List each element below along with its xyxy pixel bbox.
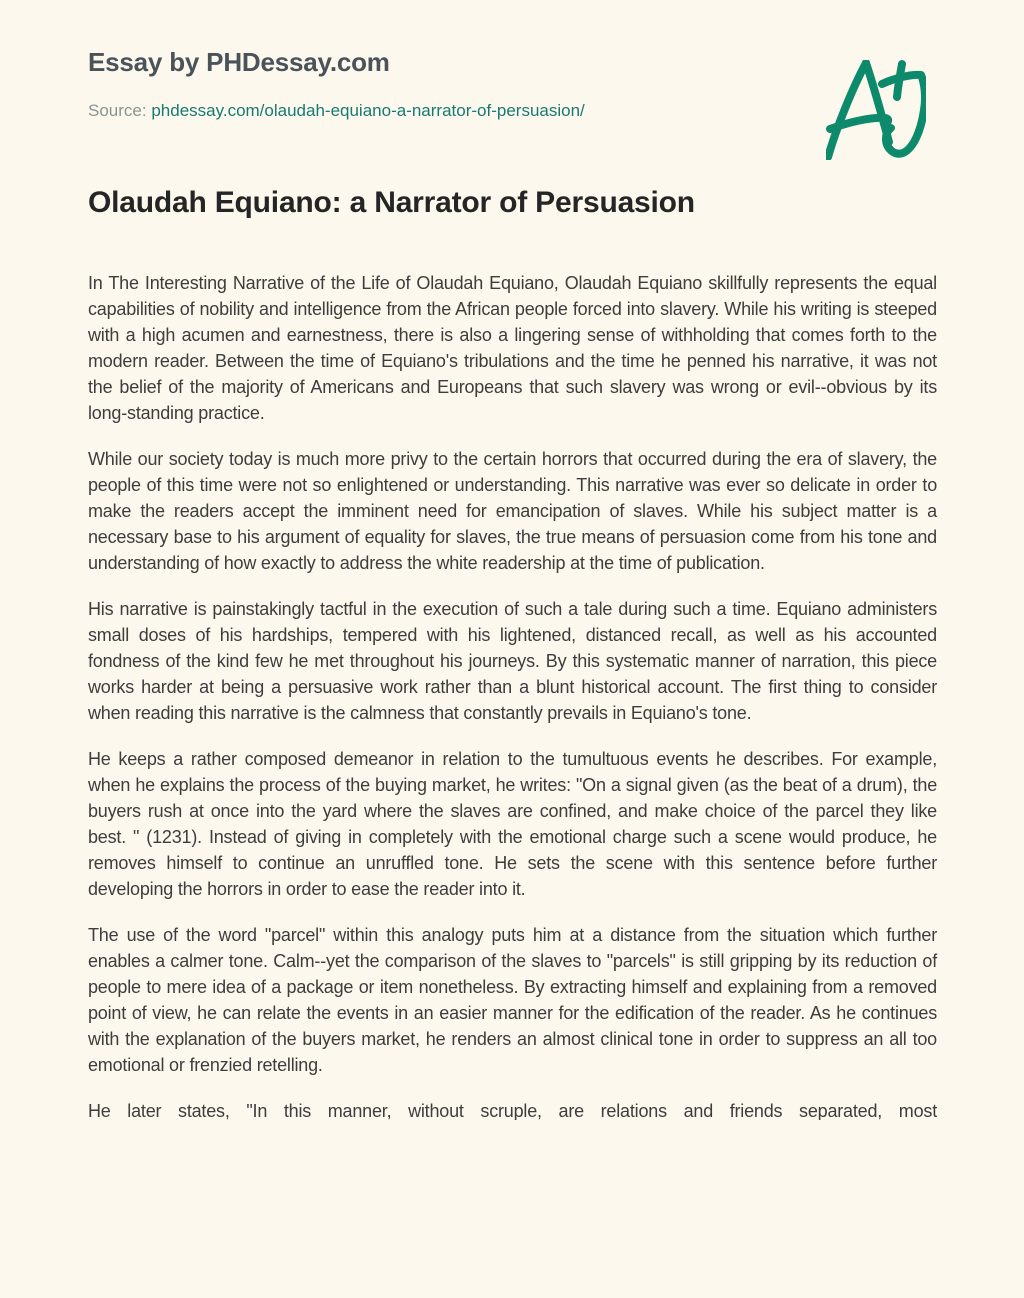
source-line [88,99,585,123]
essay-body [88,270,937,1120]
essay-paragraph-3: His narrative is painstakingly tactful in the execution of such a tale during such a time. Equiano administers small doses of his hardships, tempered with his lightened, distanced recall, as well as his accounted fondness of the kind few he met throughout his journeys. By this systematic manner of narration, this piece works harder at being a persuasive work rather than a blunt historical account. The first thing to consider when reading this narrative is the calmness that constantly prevails in Equiano's tone. [88,599,937,723]
essay-title: Olaudah Equiano: a Narrator of Persuasion [88,186,695,219]
essay-paragraph-5: The use of the word "parcel" within this analogy puts him at a distance from the situation which further enables a calmer tone. Calm--yet the comparison of the slaves to "parcels" is still gripping by its reduction of people to mere idea of a package or item nonetheless. By extracting himself and explaining from a removed point of view, he can relate the events in an easier manner for the edification of the reader. As he continues with the explanation of the buyers market, he renders an almost clinical tone in order to suppress an all too emotional or frenzied retelling. [88,925,937,1075]
essay-paragraph-6-partial: He later states, "In this manner, without scruple, are relations and friends separated, most [88,1101,937,1120]
essay-paragraph-2: While our society today is much more privy to the certain horrors that occurred during the era of slavery, the people of this time were not so enlightened or understanding. This narrative was ever so delicate in order to make the readers accept the imminent need for emancipation of slaves. While his subject matter is a necessary base to his argument of equality for slaves, the true means of persuasion come from his tone and understanding of how exactly to address the white readership at the time of publication. [88,449,937,573]
essay-paragraph-4: He keeps a rather composed demeanor in relation to the tumultuous events he describes. For example, when he explains the process of the buying market, he writes: "On a signal given (as the beat of a drum), the buyers rush at once into the yard where the slaves are confined, and make choice of the parcel they like best. " (1231). Instead of giving in completely with the emotional charge such a scene would produce, he removes himself to continue an unruffled tone. He sets the scene with this sentence before further developing the horrors in order to ease the reader into it. [88,749,937,899]
a-plus-logo-icon [826,60,926,160]
source-label: Source: [88,101,147,120]
source-link[interactable]: phdessay.com/olaudah-equiano-a-narrator-of-persuasion/ [151,101,585,120]
byline: Essay by PHDessay.com [88,47,390,77]
essay-paragraph-1: In The Interesting Narrative of the Life of Olaudah Equiano, Olaudah Equiano skillfully represents the equal capabilities of nobility and intelligence from the African people forced into slavery. While his writing is steeped with a high acumen and earnestness, there is also a lingering sense of withholding that comes forth to the modern reader. Between the time of Equiano's tribulations and the time he penned his narrative, it was not the belief of the majority of Americans and Europeans that such slavery was wrong or evil--obvious by its long-standing practice. [88,273,937,423]
